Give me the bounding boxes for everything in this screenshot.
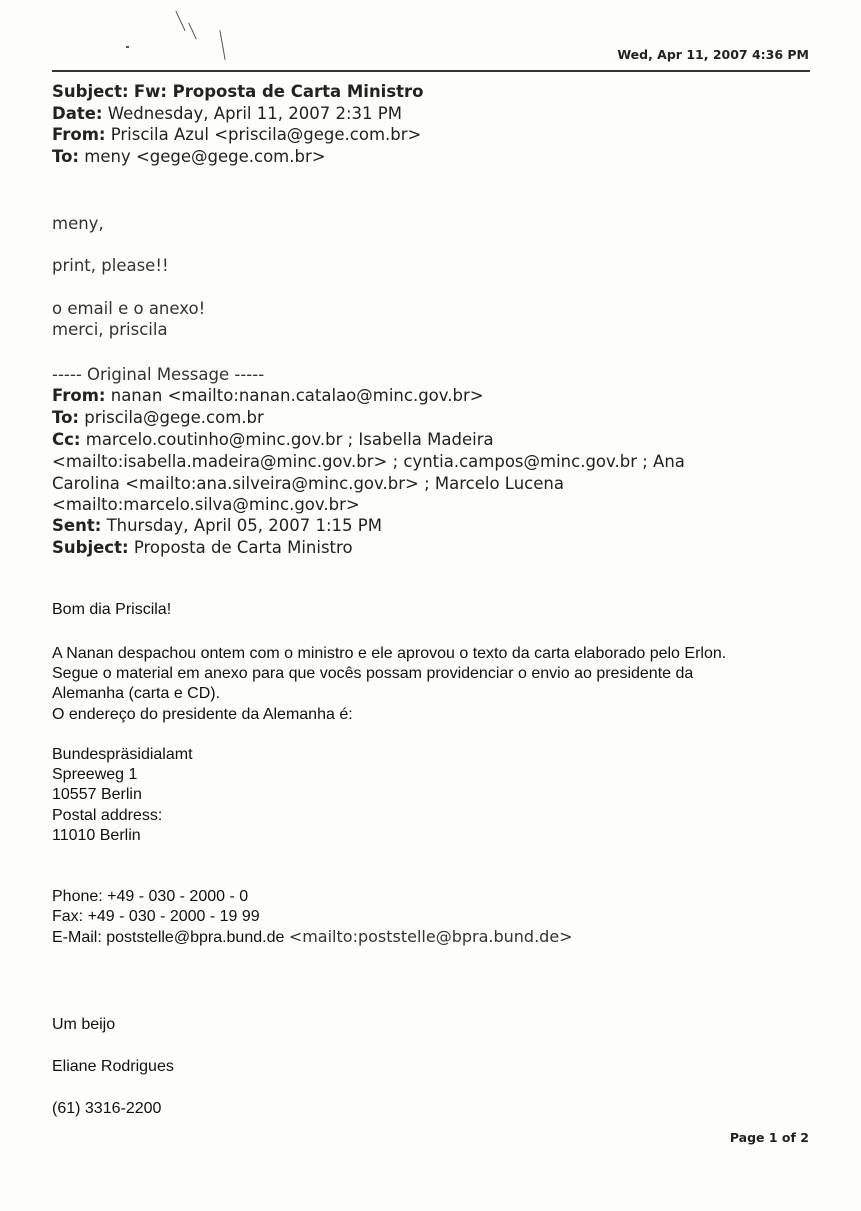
original-subject-header [52, 537, 353, 559]
forward-line-sign: merci, priscila [52, 320, 168, 339]
original-sent-value: Thursday, April 05, 2007 1:15 PM [106, 516, 382, 535]
address-line: Postal address: [52, 806, 163, 824]
page-number: Page 1 of 2 [729, 1130, 809, 1145]
subject-label: Subject: [52, 82, 129, 101]
contact-block [52, 887, 573, 949]
subject-header [52, 81, 424, 103]
original-from-header [52, 385, 484, 407]
fax-line: Fax: +49 - 030 - 2000 - 19 99 [52, 908, 260, 926]
address-line: 11010 Berlin [52, 826, 141, 844]
body-paragraph-line: O endereço do presidente da Alemanha é: [52, 705, 353, 723]
address-line: Bundespräsidialamt [52, 746, 193, 763]
original-sent-label: Sent: [52, 516, 102, 535]
forward-line-print: print, please!! [52, 256, 169, 275]
print-timestamp: Wed, Apr 11, 2007 4:36 PM [617, 47, 809, 62]
scan-mark [188, 23, 197, 40]
address-line: 10557 Berlin [52, 786, 142, 804]
original-cc-header [52, 429, 494, 451]
email-link[interactable]: <mailto:poststelle@bpra.bund.de> [288, 927, 573, 947]
address-block [52, 745, 193, 846]
scan-mark [219, 30, 225, 60]
original-subject-label: Subject: [52, 538, 129, 557]
original-cc-line2: <mailto:isabella.madeira@minc.gov.br> ; cyntia.campos@minc.gov.br ; Ana [52, 452, 685, 471]
email-line [52, 927, 573, 948]
date-value: Wednesday, April 11, 2007 2:31 PM [107, 104, 402, 123]
signature-phone: (61) 3316-2200 [52, 1100, 162, 1117]
original-cc-label: Cc: [52, 430, 81, 449]
header-divider [52, 70, 810, 72]
to-value: meny <gege@gege.com.br> [84, 147, 326, 166]
original-to-label: To: [52, 408, 79, 427]
forward-line-attachment: o email e o anexo! [52, 299, 206, 318]
from-value: Priscila Azul <priscila@gege.com.br> [110, 125, 422, 144]
body-paragraph-line: A Nanan despachou ontem com o ministro e ele aprovou o texto da carta elaborado pelo Erlon. [52, 645, 727, 662]
scan-mark [126, 46, 129, 48]
original-to-value: priscila@gege.com.br [84, 408, 264, 427]
body-paragraph-line: Alemanha (carta e CD). [52, 685, 221, 703]
original-to-header [52, 407, 264, 429]
to-label: To: [52, 147, 79, 166]
original-cc-line3: Carolina <mailto:ana.silveira@minc.gov.br> ; Marcelo Lucena [52, 474, 564, 493]
phone-line: Phone: +49 - 030 - 2000 - 0 [52, 888, 249, 905]
date-label: Date: [52, 104, 103, 123]
from-label: From: [52, 125, 106, 144]
original-cc-line4: <mailto:marcelo.silva@minc.gov.br> [52, 495, 360, 514]
original-cc-line1: marcelo.coutinho@minc.gov.br ; Isabella Madeira [85, 430, 494, 449]
original-sent-header [52, 515, 382, 537]
original-message-divider: ----- Original Message ----- [52, 365, 265, 384]
to-header [52, 146, 326, 168]
from-header [52, 124, 421, 146]
subject-value: Fw: Proposta de Carta Ministro [133, 82, 424, 101]
body-greeting: Bom dia Priscila! [52, 601, 172, 618]
address-line: Spreeweg 1 [52, 766, 138, 784]
closing-line: Um beijo [52, 1016, 116, 1033]
body-paragraph [52, 644, 726, 725]
scan-mark [175, 11, 185, 31]
forward-greeting: meny, [52, 214, 104, 233]
body-paragraph-line: Segue o material em anexo para que vocês possam providenciar o envio ao presidente da [52, 665, 694, 683]
original-from-label: From: [52, 386, 106, 405]
email-prefix: E-Mail: poststelle@bpra.bund.de [52, 929, 289, 947]
original-from-value: nanan <mailto:nanan.catalao@minc.gov.br> [110, 386, 484, 405]
original-subject-value: Proposta de Carta Ministro [133, 538, 353, 557]
signature-name: Eliane Rodrigues [52, 1058, 174, 1075]
date-header [52, 103, 402, 125]
